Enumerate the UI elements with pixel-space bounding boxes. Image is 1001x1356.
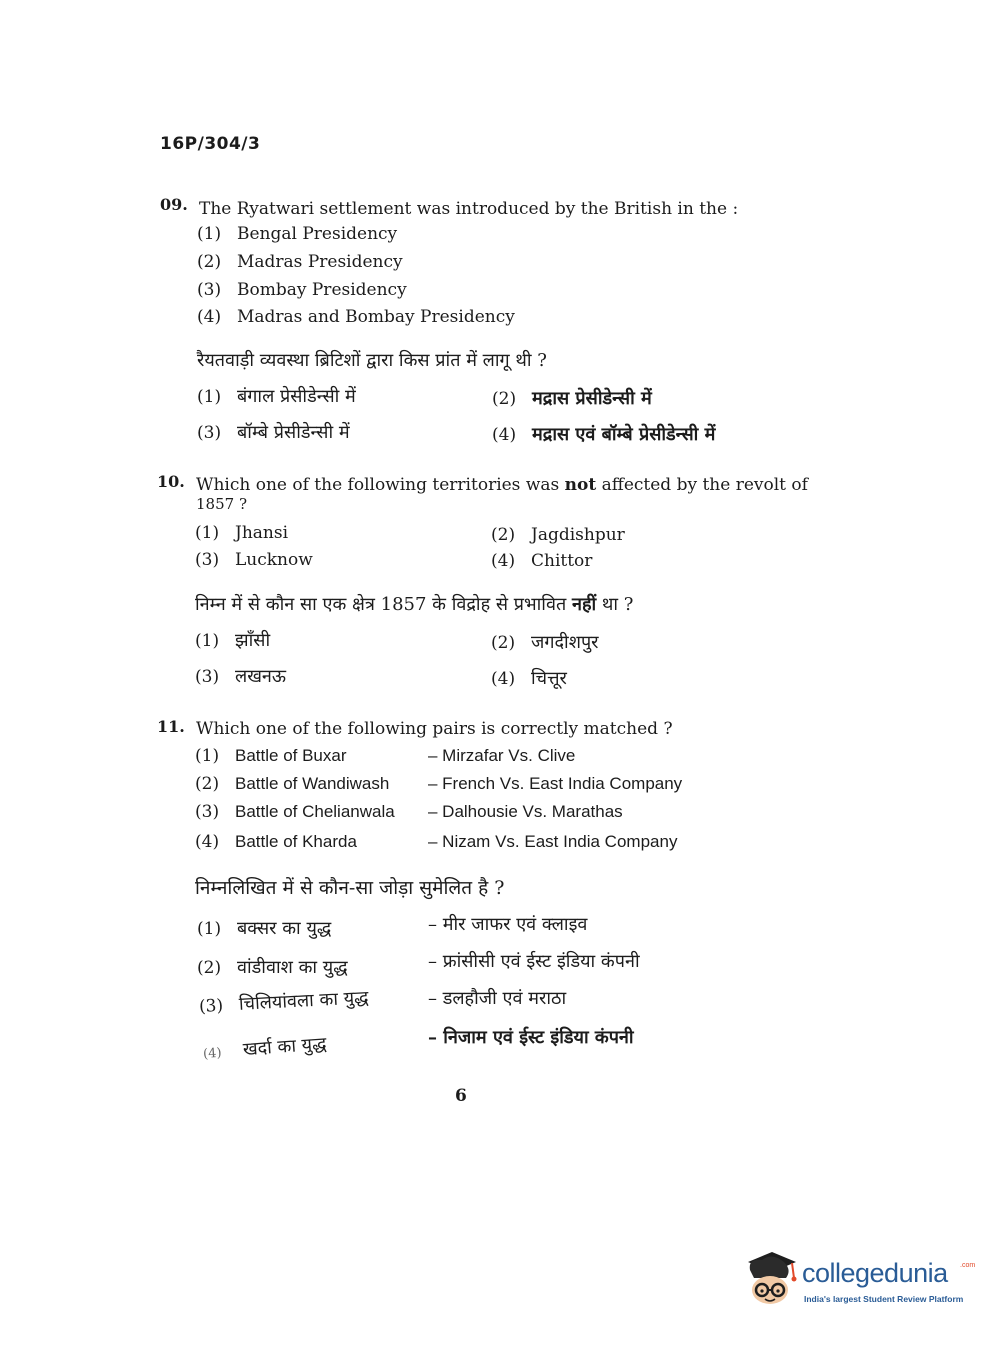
pair-right: – Mirzafar Vs. Clive [428,746,576,765]
option-number: (3) [195,802,220,822]
pair-option-hindi [198,985,369,1018]
option-number: (3) [195,550,220,570]
option-number: (2) [197,252,222,272]
option [197,280,407,300]
pair-left: वांडीवाश का युद्ध [237,957,348,978]
question-text-part: affected by the revolt of [596,475,808,495]
question-text-emphasis: नहीं [571,594,597,615]
option-hindi [195,628,270,652]
option-number: (1) [195,523,220,543]
pair-right: – मीर जाफर एवं क्लाइव [428,914,588,935]
pair-right: – निजाम एवं ईस्ट इंडिया कंपनी [428,1027,634,1048]
pair-left: Battle of Chelianwala [235,802,395,821]
pair-left: Battle of Buxar [235,746,347,765]
option-hindi [491,666,567,690]
paper-code: 16P/304/3 [160,134,261,154]
option-text: झाँसी [235,630,271,651]
option-text: मद्रास एवं बॉम्बे प्रेसीडेन्सी में [532,424,716,445]
option-number: (4) [492,425,517,445]
question-text-emphasis: not [564,475,597,495]
option [197,252,403,272]
question-number: 11. [157,717,185,736]
option-number: (2) [491,633,516,653]
pair-right: – Dalhousie Vs. Marathas [428,802,623,821]
question-text-part: निम्न में से कौन सा एक क्षेत्र 1857 के विद्रोह से प्रभावित [195,594,572,615]
question-text-hindi: निम्नलिखित में से कौन-सा जोड़ा सुमेलित है ? [195,877,505,899]
option-number: (2) [491,525,516,545]
option-text: जगदीशपुर [531,632,599,653]
question-text-part: Which one of the following territories was [196,475,565,495]
option-number: (3) [195,667,220,687]
option-text: बंगाल प्रेसीडेन्सी में [237,386,356,407]
option-text: मद्रास प्रेसीडेन्सी में [532,388,652,409]
question-text-part: था ? [596,594,634,615]
option-number: (4) [491,551,516,571]
page-number: 6 [455,1086,467,1106]
pair-option-hindi [202,1031,327,1064]
pair-left: बक्सर का युद्ध [237,918,332,939]
option-number: (3) [197,280,222,300]
option-number: (2) [197,958,222,978]
pair-option-hindi [197,955,348,979]
option-number: (1) [197,387,222,407]
option-text: Chittor [531,551,593,571]
option [491,551,592,571]
question-text-hindi: रैयतवाड़ी व्यवस्था ब्रिटिशों द्वारा किस प्रांत में लागू थी ? [197,350,547,371]
option-hindi [197,384,356,408]
option-text: Jhansi [235,523,289,543]
pair-option [195,774,389,794]
pair-option [195,746,347,766]
pair-left: Battle of Kharda [235,832,357,851]
question-number: 10. [157,472,185,491]
option-number: (2) [195,774,220,794]
option [195,550,313,570]
option [197,224,397,244]
pair-option [195,832,357,852]
option-number: (1) [197,919,222,939]
collegedunia-logo[interactable] [742,1248,976,1310]
option-number: (1) [197,224,222,244]
question-number: 09. [160,195,188,214]
question-text-hindi [195,592,633,616]
question-text-line2: 1857 ? [196,495,247,513]
pair-right: – Nizam Vs. East India Company [428,832,678,851]
pair-option [195,802,395,822]
option-hindi [491,630,599,654]
option-number: (4) [195,832,220,852]
pair-right: – फ्रांसीसी एवं ईस्ट इंडिया कंपनी [428,951,640,972]
option-hindi [492,386,652,410]
option-number: (3) [197,423,222,443]
pair-right: – डलहौजी एवं मराठा [428,988,567,1009]
logo-suffix: .com [960,1262,976,1269]
pair-option-hindi [197,916,331,940]
logo-wordmark: collegedunia [802,1258,948,1288]
option-number: (4) [202,1045,223,1062]
question-text [196,475,808,495]
question-text: Which one of the following pairs is correctly matched ? [196,719,673,739]
option-hindi [195,664,286,688]
option-hindi [197,420,350,444]
pair-left: चिलियांवला का युद्ध [238,987,370,1015]
option-text: चित्तूर [531,668,567,689]
option-number: (4) [197,307,222,327]
pair-left: Battle of Wandiwash [235,774,390,793]
pair-right: – French Vs. East India Company [428,774,683,793]
option [195,523,288,543]
pair-left: खर्दा का युद्ध [242,1033,328,1061]
option [197,307,515,327]
question-text: The Ryatwari settlement was introduced by the British in the : [199,199,739,219]
option-number: (3) [198,995,224,1017]
option-text: Madras Presidency [237,252,403,272]
option [491,525,625,545]
option-number: (1) [195,631,220,651]
option-hindi [492,422,715,446]
option-text: Bombay Presidency [237,280,407,300]
option-text: लखनऊ [235,666,287,687]
logo-tagline: India's largest Student Review Platform [804,1294,964,1304]
option-number: (2) [492,389,517,409]
option-text: Jagdishpur [531,525,625,545]
option-text: Bengal Presidency [237,224,398,244]
option-text: Madras and Bombay Presidency [237,307,515,327]
option-number: (1) [195,746,220,766]
student-mascot-icon [742,1248,800,1310]
option-text: Lucknow [235,550,313,570]
option-number: (4) [491,669,516,689]
option-text: बॉम्बे प्रेसीडेन्सी में [237,422,350,443]
